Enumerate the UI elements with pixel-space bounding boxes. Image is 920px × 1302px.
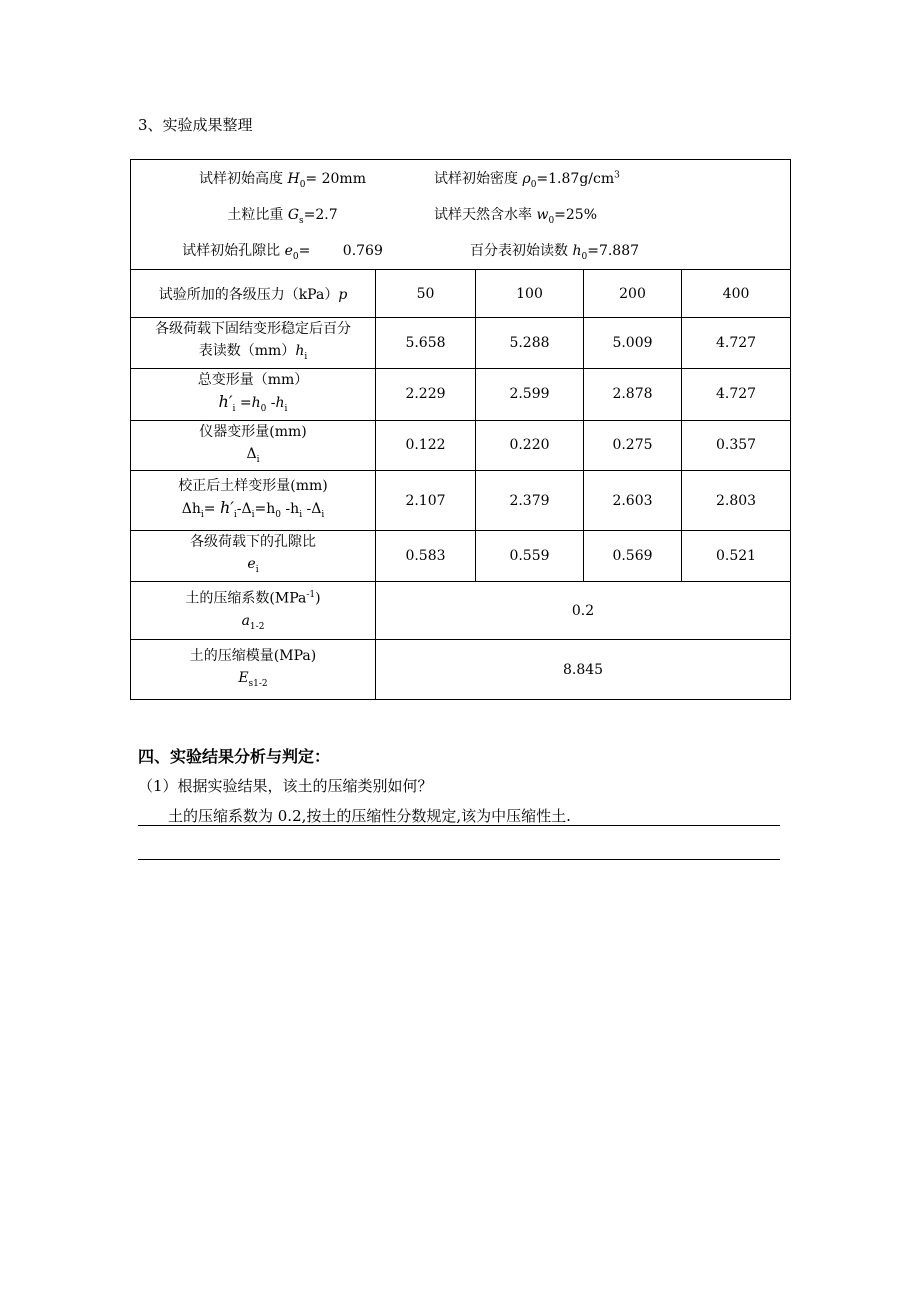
- table-row: [131, 270, 791, 318]
- table-cell: 50: [376, 270, 476, 318]
- dial-reading-var: h: [572, 242, 582, 259]
- table-cell: 0.583: [376, 531, 476, 582]
- row-label-d: -Δ: [236, 501, 252, 518]
- table-row: [131, 368, 791, 420]
- water-content-value: =25%: [554, 206, 598, 223]
- row-label-h: h: [251, 394, 261, 411]
- row-label-b: =: [203, 501, 220, 518]
- row-label-line2: [131, 443, 375, 471]
- coef-label: 土的压缩系数(MPa: [185, 590, 307, 607]
- row-label-a: Δh: [181, 501, 201, 518]
- void-ratio-var: e: [284, 242, 293, 259]
- table-cell: 0.220: [476, 420, 584, 471]
- results-table: [130, 159, 791, 700]
- specific-gravity: [131, 204, 434, 226]
- compression-coefficient-value: 0.2: [376, 582, 791, 640]
- info-cell: [131, 160, 791, 270]
- row-label-line2: [131, 610, 375, 638]
- row-label-sub: i: [304, 351, 308, 362]
- table-cell: 0.275: [584, 420, 682, 471]
- section-4-title: 四、实验结果分析与判定：: [138, 747, 331, 766]
- dial-reading-label: 百分表初始读数: [470, 242, 568, 259]
- table-cell: 200: [584, 270, 682, 318]
- initial-height-label: 试样初始高度: [199, 170, 284, 187]
- info-line-1: [131, 161, 790, 197]
- table-row: [131, 471, 791, 531]
- initial-density-sub: 0: [530, 179, 537, 190]
- row-label-var: Δ: [246, 445, 257, 462]
- table-cell: 5.658: [376, 318, 476, 369]
- info-line-3: [131, 233, 790, 269]
- coef-label-end: ): [315, 590, 321, 607]
- specific-gravity-var: G: [287, 206, 299, 223]
- row-label-text: 表读数（mm）: [198, 343, 296, 359]
- table-cell: 2.599: [476, 368, 584, 420]
- row-label-g-sub: i: [321, 510, 325, 521]
- table-row: [131, 318, 791, 369]
- void-ratio-sub: 0: [292, 251, 299, 262]
- natural-water-content: [434, 204, 597, 226]
- table-cell: 400: [682, 270, 791, 318]
- mod-var: E: [238, 669, 249, 686]
- void-ratio-value: 0.769: [342, 242, 383, 259]
- initial-density-sup: 3: [614, 169, 620, 180]
- row-label-var: h′: [218, 391, 233, 411]
- row-label-var: h: [295, 343, 305, 359]
- table-cell: 4.727: [682, 368, 791, 420]
- section-3-title: 3、实验成果整理: [138, 116, 253, 134]
- table-cell: 0.357: [682, 420, 791, 471]
- pressure-label-cell: [131, 270, 376, 318]
- initial-height-var: H: [287, 170, 300, 187]
- table-row: [131, 531, 791, 582]
- row-label-sub: i: [232, 403, 236, 414]
- table-cell: 0.521: [682, 531, 791, 582]
- table-cell: 0.559: [476, 531, 584, 582]
- info-line-2: [131, 197, 790, 233]
- row-label-eq: =: [239, 394, 252, 411]
- row-label-line1: 土的压缩模量(MPa): [189, 647, 317, 664]
- mod-sub: s1-2: [248, 678, 268, 689]
- table-cell: 2.878: [584, 368, 682, 420]
- row-label-f-sub: i: [299, 510, 303, 521]
- initial-height: [131, 168, 434, 190]
- row-label-line2: [131, 553, 375, 581]
- initial-height-value: = 20mm: [305, 170, 366, 187]
- initial-density-value: =1.87g/cm: [536, 170, 615, 187]
- table-cell: 0.122: [376, 420, 476, 471]
- void-ratio-label: 试样初始孔隙比: [182, 242, 281, 259]
- row-label-hi: h: [275, 394, 285, 411]
- row-label-h-sub: 0: [260, 403, 267, 414]
- row-label-hi-sub: i: [284, 403, 288, 414]
- compression-modulus-label: [131, 640, 376, 700]
- table-row: [131, 420, 791, 471]
- answer-1: 土的压缩系数为 0.2,按土的压缩性分数规定,该为中压缩性土.: [138, 806, 780, 826]
- pressure-var: p: [338, 286, 348, 303]
- row-label-line1: 总变形量（mm）: [197, 371, 309, 388]
- void-ratio-row-label: [131, 531, 376, 582]
- water-content-label: 试样天然含水率: [434, 206, 532, 223]
- table-cell: 2.603: [584, 471, 682, 531]
- specific-gravity-label: 土粒比重: [227, 206, 284, 223]
- row-label-var: e: [247, 556, 256, 573]
- row-label-g: -Δ: [302, 501, 322, 518]
- initial-density-var: ρ: [522, 170, 531, 187]
- table-cell: 2.803: [682, 471, 791, 531]
- row-label-line2: [131, 391, 375, 420]
- total-deformation-row-label: [131, 368, 376, 420]
- table-cell: 2.379: [476, 471, 584, 531]
- row-label-line1: 校正后土样变形量(mm): [178, 478, 328, 495]
- instrument-deformation-row-label: [131, 420, 376, 471]
- dial-initial-reading: [470, 240, 639, 262]
- row-label-sub: i: [256, 454, 260, 465]
- coef-sub: 1-2: [249, 621, 265, 632]
- table-cell: 4.727: [682, 318, 791, 369]
- table-cell: 5.009: [584, 318, 682, 369]
- row-label-f: -h: [280, 501, 300, 518]
- table-cell: 100: [476, 270, 584, 318]
- table-cell: 2.107: [376, 471, 476, 531]
- compression-coefficient-label: [131, 582, 376, 640]
- blank-answer-line: [138, 859, 780, 860]
- row-label-line1: [131, 584, 375, 610]
- row-label-line2: [131, 340, 375, 368]
- initial-density: [434, 168, 620, 190]
- table-cell: 5.288: [476, 318, 584, 369]
- water-content-var: w: [536, 206, 549, 223]
- row-label-e-sub: 0: [275, 510, 281, 521]
- row-label-d-sub: i: [251, 510, 255, 521]
- row-label-a-sub: i: [200, 510, 204, 521]
- coef-label-sup: -1: [306, 589, 316, 600]
- row-label-sub: i: [255, 565, 259, 576]
- coef-var: a: [241, 612, 250, 629]
- row-label-c-sub: i: [233, 510, 237, 521]
- row-label-line2: [131, 497, 375, 526]
- row-label-line2: [131, 667, 375, 695]
- initial-density-label: 试样初始密度: [434, 170, 518, 187]
- table-row: [131, 582, 791, 640]
- corrected-deformation-row-label: [131, 471, 376, 531]
- table-cell: 2.229: [376, 368, 476, 420]
- row-label-e: =h: [254, 501, 276, 518]
- table-row: [131, 640, 791, 700]
- dial-reading-value: =7.887: [587, 242, 640, 259]
- row-label-line1: 各级荷载下的孔隙比: [190, 534, 316, 551]
- table-cell: 0.569: [584, 531, 682, 582]
- row-label-c: h′: [219, 498, 234, 518]
- initial-void-ratio: [131, 240, 434, 262]
- water-content-sub: 0: [548, 215, 555, 226]
- pressure-label: 试验所加的各级压力（kPa）: [158, 286, 339, 303]
- void-ratio-eq: =: [298, 242, 311, 259]
- dial-reading-row-label: [131, 318, 376, 369]
- initial-height-sub: 0: [299, 179, 306, 190]
- specific-gravity-value: =2.7: [303, 206, 338, 223]
- row-label-line1: 仪器变形量(mm): [199, 423, 307, 440]
- compression-modulus-value: 8.845: [376, 640, 791, 700]
- dial-reading-sub: 0: [581, 251, 588, 262]
- row-label-line1: 各级荷载下固结变形稳定后百分: [155, 321, 351, 337]
- row-label-minus: -: [266, 394, 276, 411]
- info-row: [131, 160, 791, 270]
- specific-gravity-sub: s: [299, 215, 304, 226]
- question-1: （1）根据实验结果，该土的压缩类别如何？: [138, 777, 433, 795]
